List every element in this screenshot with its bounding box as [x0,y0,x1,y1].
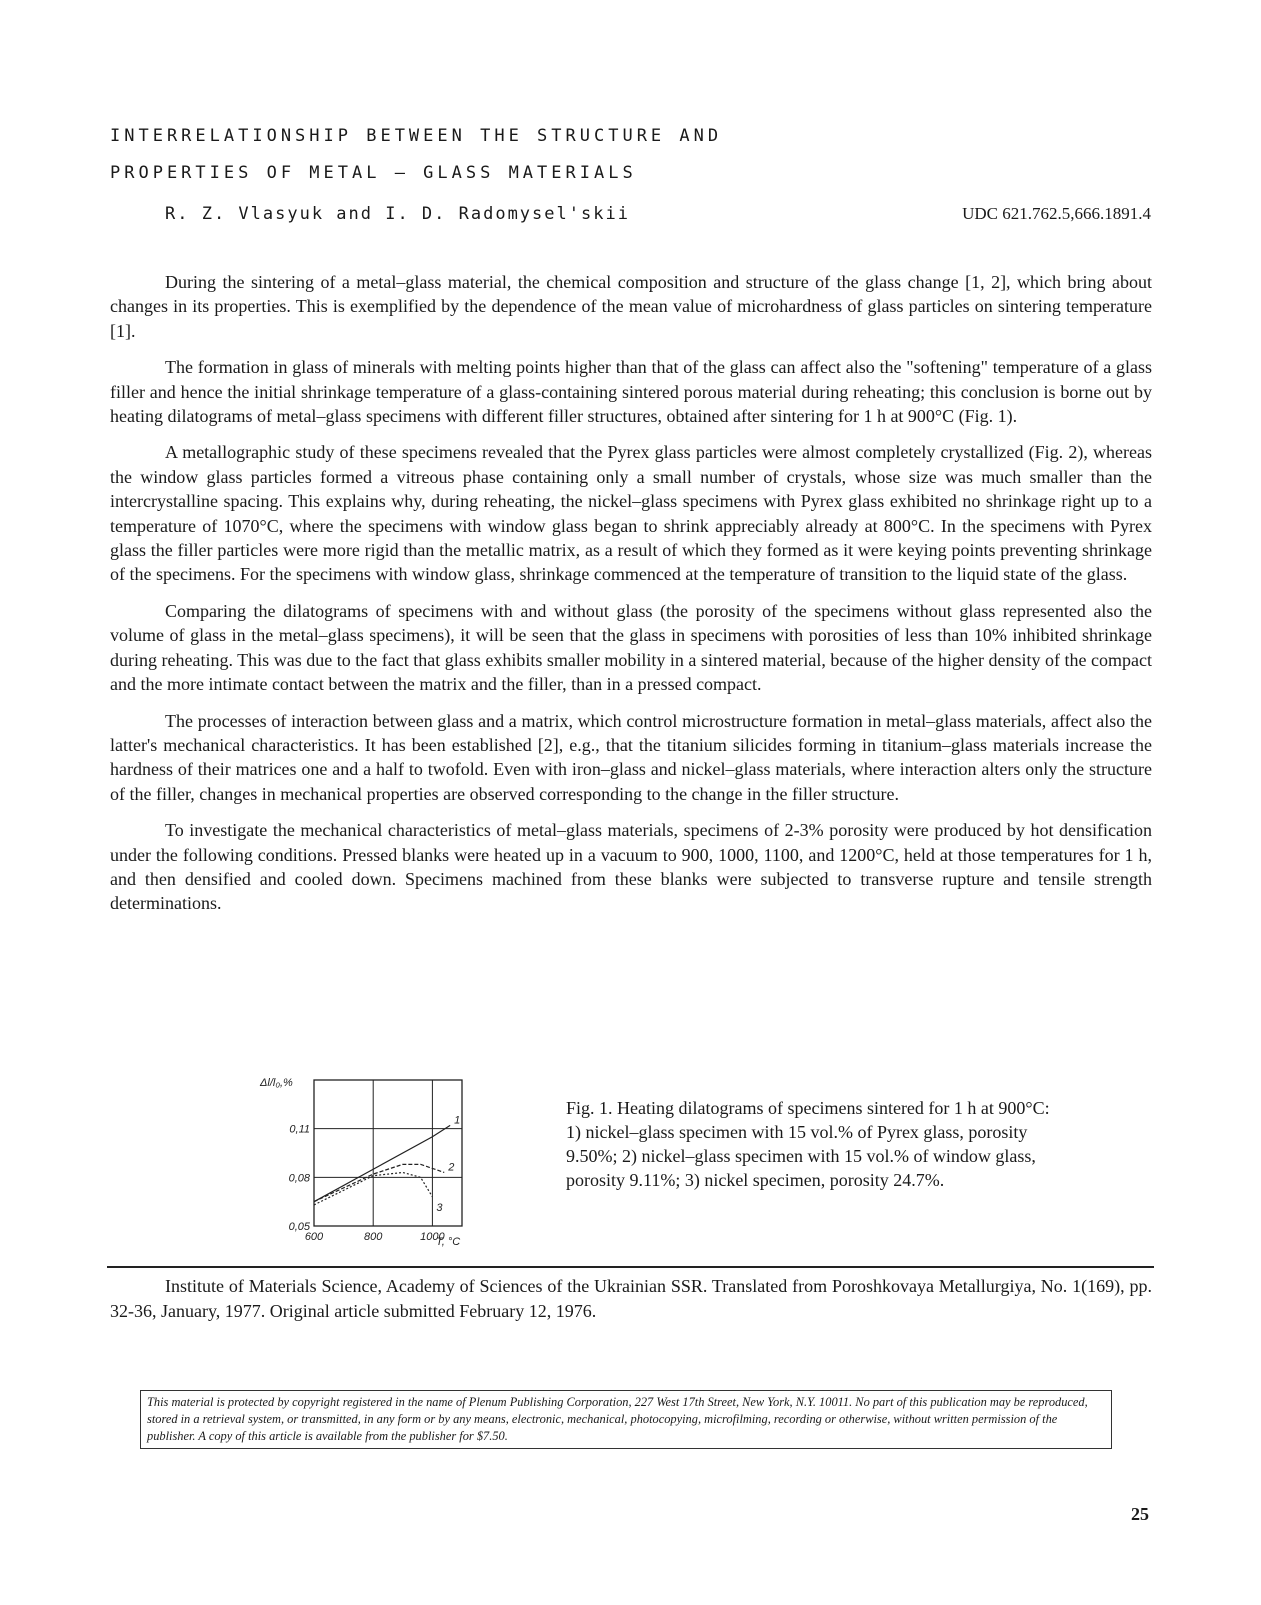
chart-ticks [289,1124,446,1243]
udc-code: UDC 621.762.5,666.1891.4 [962,204,1151,223]
dilatogram-chart [260,1072,470,1252]
paragraph-3: A metallographic study of these specimens revealed that the Pyrex glass particles were almost completely crystallized (Fig. 2), whereas the window glass particles formed a vitreous phase containing only a small number of crystals, whose size was much smaller than the intercrystalline spacing. This explains why, during reheating, the nickel–glass specimens with Pyrex glass exhibited no shrinkage right up to a temperature of 1070°C, where the specimens with window glass began to shrink appreciably already at 800°C. In the specimens with Pyrex glass the filler particles were more rigid than the metallic matrix, as a result of which they formed as it were keying points preventing shrinkage of the specimens. For the specimens with window glass, shrinkage commenced at the temperature of transition to the liquid state of the glass. [110,442,1152,585]
series-line-1 [314,1125,450,1201]
y-tick-label: 0,08 [288,1172,310,1185]
page-number: 25 [1131,1504,1149,1524]
article-body [110,270,1152,928]
paragraph-6: To investigate the mechanical characteristics of metal–glass materials, specimens of 2-3% porosity were produced by hot densification under the following conditions. Pressed blanks were heated up in a vacuum to 900, 1000, 1100, and 1200°C, held at those temperatures for 1 h, and then densified and cooled down. Specimens machined from these blanks were subjected to transverse rupture and tensile strength determinations. [110,820,1152,914]
series-label-1: 1 [454,1114,461,1127]
paragraph-5: The processes of interaction between glass and a matrix, which control microstructure formation in metal–glass materials, affect also the latter's mechanical characteristics. It has been established [2], e.g., that the titanium silicides forming in titanium–glass materials increase the hardness of their matrices one and a half to twofold. Even with iron–glass and nickel–glass materials, where interaction alters only the structure of the filler, changes in mechanical properties are observed corresponding to the change in the filler structure. [110,710,1152,804]
y-axis-label: Δl/l₀,% [260,1077,293,1089]
paragraph-2: The formation in glass of minerals with melting points higher than that of the glass can affect also the "softening" temperature of a glass filler and hence the initial shrinkage temperature of a glass-containing sintered porous material during reheating; this conclusion is borne out by heating dilatograms of metal–glass specimens with different filler structures, obtained after sintering for 1 h at 900°C (Fig. 1). [110,357,1152,427]
footnote-rule [107,1266,1154,1268]
copyright-notice: This material is protected by copyright registered in the name of Plenum Publishing Corporation, 227 West 17th Street, New York, N.Y. 10011. No part of this publication may be reproduced, stored in a retrieval system, or transmitted, in any form or by any means, electronic, mechanical, photocopying, microfilming, recording or otherwise, without written permission of the publisher. A copy of this article is available from the publisher for $7.50. [140,1390,1112,1449]
y-tick-label: 0,05 [288,1221,310,1233]
x-tick-label: 1000 [420,1231,445,1243]
chart-lines [314,1114,460,1213]
x-tick-label: 800 [364,1231,383,1243]
affiliation-note: Institute of Materials Science, Academy of Sciences of the Ukrainian SSR. Translated from Poroshkovaya Metallurgiya, No. 1(169), pp. 32-36, January, 1977. Original article submitted February 12, 1976. [110,1276,1152,1321]
series-label-2: 2 [448,1161,455,1174]
figure-caption: Fig. 1. Heating dilatograms of specimens sintered for 1 h at 900°C: 1) nickel–glass specimen with 15 vol.% of Pyrex glass, porosity 9.50%; 2) nickel–glass specimen with 15 vol.% of window glass, porosity 9.11%; 3) nickel specimen, porosity 24.7%. [566,1098,1050,1190]
x-tick-label: 600 [304,1231,324,1243]
x-axis-label: T, °C [436,1236,461,1248]
y-tick-label: 0,11 [289,1123,310,1136]
title-line-1: INTERRELATIONSHIP BETWEEN THE STRUCTURE AND [110,126,723,146]
title-line-2: PROPERTIES OF METAL – GLASS MATERIALS [110,163,637,183]
paragraph-4: Comparing the dilatograms of specimens with and without glass (the porosity of the specimens without glass represented also the volume of glass in the metal–glass specimens), it will be seen that the glass in specimens with porosities of less than 10% inhibited shrinkage during reheating. This was due to the fact that glass exhibits smaller mobility in a sintered material, because of the higher density of the compact and the more intimate contact between the matrix and the filler, than in a pressed compact. [110,600,1152,695]
paragraph-1: During the sintering of a metal–glass material, the chemical composition and structure of the glass change [1, 2], which bring about changes in its properties. This is exemplified by the dependence of the mean value of microhardness of glass particles on sintering temperature [1]. [110,272,1152,341]
authors: R. Z. Vlasyuk and I. D. Radomysel'skii [165,204,630,224]
series-label-3: 3 [436,1201,443,1214]
